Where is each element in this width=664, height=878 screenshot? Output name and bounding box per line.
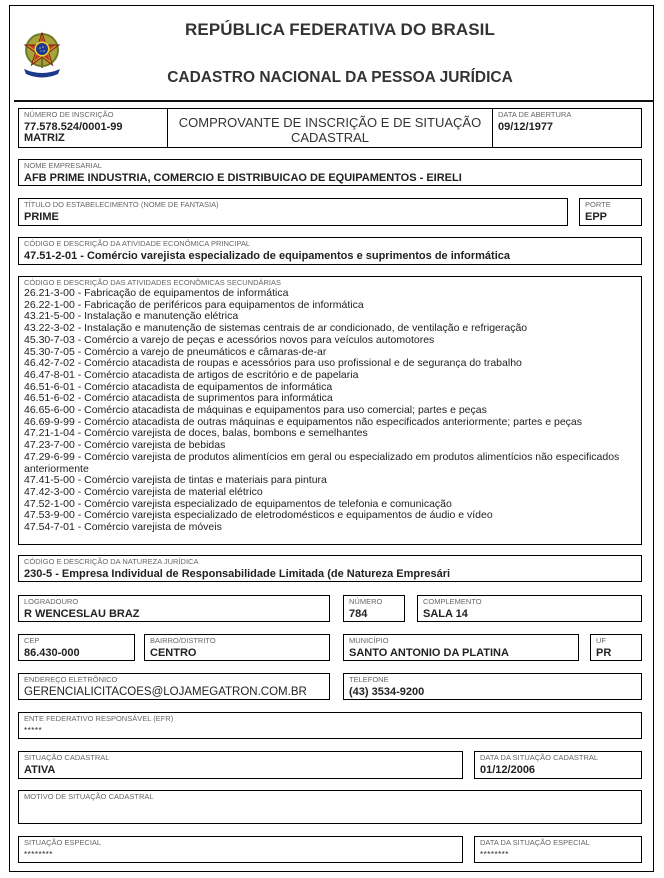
list-item: 47.21-1-04 - Comércio varejista de doces, balas, bombons e semelhantes [24, 427, 368, 440]
uf-field [590, 634, 642, 661]
motivo-situacao-field [18, 790, 642, 824]
data-situacao-especial-field [474, 836, 642, 863]
situacao-especial-field [18, 836, 463, 863]
list-item: 47.53-9-00 - Comércio varejista especializado de eletrodomésticos e equipamentos de áudio e vídeo [24, 509, 493, 522]
list-item: 26.22-1-00 - Fabricação de periféricos para equipamentos de informática [24, 298, 364, 311]
bairro-label: BAIRRO/DISTRITO [150, 636, 216, 645]
abertura-field [492, 108, 642, 148]
brazil-coat-of-arms-icon [22, 28, 62, 80]
bairro-value: CENTRO [150, 647, 197, 659]
data-situacao-cadastral-label: DATA DA SITUAÇÃO CADASTRAL [480, 753, 599, 762]
complemento-field [417, 595, 642, 622]
list-item: 47.23-7-00 - Comércio varejista de bebidas [24, 439, 226, 452]
list-item: 43.21-5-00 - Instalação e manutenção elétrica [24, 310, 239, 323]
cep-field [18, 634, 135, 661]
list-item: 47.42-3-00 - Comércio varejista de material elétrico [24, 485, 263, 498]
efr-label: ENTE FEDERATIVO RESPONSÁVEL (EFR) [24, 714, 174, 723]
porte-value: EPP [585, 211, 608, 223]
list-item: 46.69-9-99 - Comércio atacadista de outras máquinas e equipamentos não especificados anteriormente; partes e peças [24, 415, 582, 428]
page-title: REPÚBLICA FEDERATIVA DO BRASIL [185, 20, 495, 39]
nome-empresarial-value: AFB PRIME INDUSTRIA, COMERCIO E DISTRIBUICAO DE EQUIPAMENTOS - EIRELI [24, 172, 462, 184]
situacao-especial-label: SITUAÇÃO ESPECIAL [24, 838, 102, 847]
cep-value: 86.430-000 [24, 647, 80, 659]
data-situacao-cadastral-field [474, 751, 642, 779]
situacao-cadastral-label: SITUAÇÃO CADASTRAL [24, 753, 110, 762]
data-situacao-especial-value: ******** [480, 850, 509, 859]
logradouro-value: R WENCESLAU BRAZ [24, 608, 140, 620]
list-item: 47.29-6-99 - Comércio varejista de produtos alimentícios em geral ou especializado em produtos alimentícios não especificados anteriormente [24, 450, 620, 475]
natureza-juridica-field [18, 555, 642, 582]
atividades-secundarias-list [24, 288, 637, 534]
efr-value: ***** [24, 726, 43, 735]
complemento-value: SALA 14 [423, 608, 468, 620]
page-subtitle: CADASTRO NACIONAL DA PESSOA JURÍDICA [167, 69, 513, 86]
logradouro-field [18, 595, 330, 622]
efr-field [18, 712, 642, 739]
atividade-principal-field [18, 237, 642, 265]
list-item: 46.51-6-02 - Comércio atacadista de suprimentos para informática [24, 392, 333, 405]
data-situacao-especial-label: DATA DA SITUAÇÃO ESPECIAL [480, 838, 590, 847]
list-item: 46.65-6-00 - Comércio atacadista de máquinas e equipamentos para uso comercial; partes e peças [24, 404, 487, 417]
list-item: 47.52-1-00 - Comércio varejista especializado de equipamentos de telefonia e comunicação [24, 497, 452, 510]
municipio-field [343, 634, 579, 661]
situacao-cadastral-value: ATIVA [24, 764, 56, 776]
nome-empresarial-label: NOME EMPRESARIAL [24, 161, 102, 170]
list-item: 45.30-7-03 - Comércio a varejo de peças e acessórios novos para veículos automotores [24, 333, 435, 346]
email-label: ENDEREÇO ELETRÔNICO [24, 675, 118, 684]
atividades-secundarias-label: CÓDIGO E DESCRIÇÃO DAS ATIVIDADES ECONÔMICAS SECUNDÁRIAS [24, 278, 281, 287]
porte-field [579, 198, 642, 226]
telefone-value: (43) 3534-9200 [349, 686, 425, 698]
abertura-value: 09/12/1977 [498, 121, 554, 133]
cep-label: CEP [24, 636, 40, 645]
numero-field [343, 595, 405, 622]
fantasia-value: PRIME [24, 211, 59, 223]
list-item: 47.54-7-01 - Comércio varejista de móveis [24, 521, 222, 534]
telefone-field [343, 673, 642, 700]
header-divider [14, 100, 654, 102]
list-item: 46.51-6-01 - Comércio atacadista de equipamentos de informática [24, 380, 333, 393]
comprovante-title-line1: COMPROVANTE DE INSCRIÇÃO E DE SITUAÇÃO [178, 115, 482, 130]
fantasia-field [18, 198, 568, 226]
list-item: 26.21-3-00 - Fabricação de equipamentos de informática [24, 287, 289, 299]
abertura-label: DATA DE ABERTURA [498, 110, 572, 119]
uf-value: PR [596, 647, 612, 659]
atividade-principal-value: 47.51-2-01 - Comércio varejista especializado de equipamentos e suprimentos de informática [24, 250, 511, 262]
natureza-juridica-label: CÓDIGO E DESCRIÇÃO DA NATUREZA JURÍDICA [24, 557, 199, 566]
cnpj-value: 77.578.524/0001-99 [24, 121, 123, 133]
bairro-field [144, 634, 330, 661]
telefone-label: TELEFONE [349, 675, 389, 684]
porte-label: PORTE [585, 200, 611, 209]
list-item: 43.22-3-02 - Instalação e manutenção de sistemas centrais de ar condicionado, de ventilação e refrigeração [24, 322, 528, 335]
motivo-situacao-label: MOTIVO DE SITUAÇÃO CADASTRAL [24, 792, 154, 801]
inscricao-field [18, 108, 168, 148]
tipo-value: MATRIZ [24, 132, 65, 144]
list-item: 45.30-7-05 - Comércio a varejo de pneumáticos e câmaras-de-ar [24, 345, 327, 358]
atividades-secundarias-field [18, 276, 642, 545]
situacao-especial-value: ******** [24, 850, 53, 859]
email-value: GERENCIALICITACOES@LOJAMEGATRON.COM.BR [24, 686, 307, 698]
logradouro-label: LOGRADOURO [24, 597, 79, 606]
email-field [18, 673, 330, 700]
list-item: 47.41-5-00 - Comércio varejista de tintas e materiais para pintura [24, 474, 327, 487]
fantasia-label: TÍTULO DO ESTABELECIMENTO (NOME DE FANTASIA) [24, 200, 219, 209]
complemento-label: COMPLEMENTO [423, 597, 482, 606]
municipio-label: MUNICÍPIO [349, 636, 389, 645]
comprovante-title-line2: CADASTRAL [290, 130, 370, 145]
list-item: 46.47-8-01 - Comércio atacadista de artigos de escritório e de papelaria [24, 368, 359, 381]
data-situacao-cadastral-value: 01/12/2006 [480, 764, 536, 776]
atividade-principal-label: CÓDIGO E DESCRIÇÃO DA ATIVIDADE ECONÔMICA PRINCIPAL [24, 239, 251, 248]
inscricao-label: NÚMERO DE INSCRIÇÃO [24, 110, 114, 119]
nome-empresarial-field [18, 159, 642, 186]
natureza-juridica-value: 230-5 - Empresa Individual de Responsabilidade Limitada (de Natureza Empresári [24, 568, 451, 580]
situacao-cadastral-field [18, 751, 463, 779]
numero-value: 784 [349, 608, 368, 620]
list-item: 46.42-7-02 - Comércio atacadista de roupas e acessórios para uso profissional e de segurança do trabalho [24, 357, 522, 370]
comprovante-title-box [167, 108, 493, 148]
uf-label: UF [596, 636, 606, 645]
municipio-value: SANTO ANTONIO DA PLATINA [349, 647, 509, 659]
numero-label: NÚMERO [349, 597, 383, 606]
